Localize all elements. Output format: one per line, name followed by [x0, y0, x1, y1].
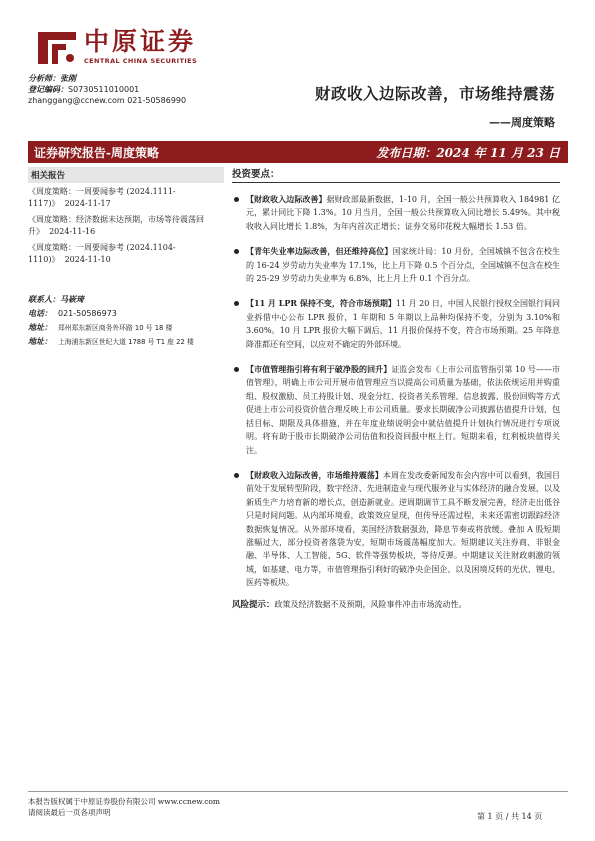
brand-name-en: CENTRAL CHINA SECURITIES: [84, 57, 198, 65]
publish-date: 发布日期：2024 年 11 月 23 日: [376, 146, 560, 160]
bullet-icon: [234, 473, 239, 478]
brand-name: 中原证券: [84, 27, 197, 56]
cert-label: 登记编码：: [28, 85, 68, 94]
related-report-item[interactable]: [28, 186, 224, 210]
address-label: 地址：: [28, 323, 52, 332]
footer-disclaimer: [28, 796, 220, 818]
cert-number: S0730511010001: [68, 85, 140, 94]
report-title: 财政收入边际改善，市场维持震荡: [314, 84, 555, 103]
related-reports-title: 相关报告: [28, 167, 224, 183]
related-report-item[interactable]: [28, 242, 224, 266]
report-subtitle: ——周度策略: [489, 116, 555, 129]
point-highlight: 【11 月 LPR 保持不变，符合市场预期】: [246, 298, 396, 309]
contact-info: [28, 293, 228, 349]
point-text: 据财政部最新数据，1-10 月，全国一般公共预算收入 184981 亿元，累计同比下降 1.3%。10 月当月，全国一般公共预算收入同比增长 5.49%。其中税收收入同比增长 1.8%，为年内首次正增长；证券交易印花税大幅增长 1.53 倍。: [246, 195, 560, 231]
related-report-date: 2024-11-17: [64, 199, 111, 208]
investment-point: [232, 297, 560, 351]
point-text: 本周在发改委新闻发布会内容中可以看到，我国目前处于发展转型阶段，数字经济、先进制造业与现代服务业与实体经济的融合发展，以及新质生产力培育新的增长点，创造新就业。逆周期调节工具不断发展完善，经济走出低谷只是时间问题。从内部环境看，政策效应显现，但传导还需过程，未来还需密切跟踪经济数据恢复情况。从外部环境看，美国经济数据强劲，降息节奏或将放缓。叠加 A 股短期涨幅过大，部分投资者落袋为安，短期市场震荡幅度加大。短期建议关注券商、非银金融、半导体、人工智能、5G、软件等强势板块，等待反弹。中期建议关注财政刺激的领域，如基建、电力等，市值管理指引利好的破净央企国企、以及困境反转的光伏、锂电、医药等板块。: [246, 470, 561, 588]
risk-label: 风险提示：: [232, 599, 275, 610]
footer-divider: [28, 791, 568, 792]
address-shanghai: 上海浦东新区世纪大道 1788 号 T1 座 22 楼: [58, 338, 194, 346]
analyst-name: 张刚: [60, 74, 76, 83]
investment-point: [232, 193, 560, 233]
point-text: 证监会发布《上市公司监管指引第 10 号——市值管理》，明确上市公司开展市值管理应当以提高公司质量为基础，依法依规运用并购重组、股权激励、员工持股计划、现金分红、投资者关系管理、信息披露、股份回购等方式促进上市公司投资价值合理反映上市公司质量。要求长期破净公司披露估值提升计划，包括目标、期限及具体措施，并在年度业绩说明会中就估值提升计划执行情况进行专项说明。将有助于股市长期破净公司估值和投资回报中枢上行。短期来看，红利板块值得关注。: [246, 365, 561, 455]
related-reports: [28, 167, 224, 270]
point-highlight: 【财政收入边际改善】: [246, 194, 327, 204]
phone-label: 电话：: [28, 309, 52, 318]
point-highlight: 【市值管理指引将有利于破净股的回升】: [246, 364, 392, 375]
point-text: 国家统计局：10 月份，全国城镇不包含在校生的 16-24 岁劳动力失业率为 17.1%，比上月下降 0.5 个百分点，全国城镇不包含在校生的 25-29 岁劳动力失业率为 6.8%，比上月上升 0.1 个百分点。: [246, 247, 560, 284]
risk-warning: [232, 598, 560, 612]
analyst-label: 分析师：: [28, 74, 60, 83]
contact-person-label: 联系人：: [28, 295, 60, 304]
page-number: 第 1 页 / 共 14 页: [477, 812, 543, 821]
bullet-icon: [234, 249, 239, 254]
investment-points: [232, 166, 560, 612]
risk-text: 政策及经济数据不及预期，风险事件冲击市场流动性。: [274, 599, 467, 609]
analyst-info: [28, 73, 186, 106]
phone-number: 021-50586973: [58, 309, 117, 318]
address-label: 地址：: [28, 337, 52, 346]
footer-notice: 请阅读最后一页各项声明: [28, 808, 111, 817]
contact-person-name: 马嵚琦: [60, 295, 84, 304]
report-type-bar: [28, 141, 568, 163]
related-report-date: 2024-11-16: [49, 227, 96, 236]
point-highlight: 【财政收入边际改善，市场维持震荡】: [246, 469, 383, 480]
investment-point: [232, 245, 560, 285]
address-zhengzhou: 郑州郑东新区商务外环路 10 号 18 楼: [58, 324, 173, 332]
related-report-item[interactable]: [28, 214, 224, 238]
related-report-title: 《周度策略：经济数据未达预期，市场等待震荡回升》: [28, 215, 204, 236]
related-report-date: 2024-11-10: [64, 255, 111, 264]
point-highlight: 【青年失业率边际改善，但还维持高位】: [246, 246, 393, 257]
related-report-title: 《周度策略：一周要闻参考 (2024.1104-1110)》: [28, 243, 176, 264]
bullet-icon: [234, 301, 239, 306]
bullet-icon: [234, 367, 239, 372]
investment-point: [232, 363, 560, 457]
investment-points-title: 投资要点：: [232, 166, 560, 183]
point-text: 11 月 20 日，中国人民银行授权全国银行间同业拆借中心公布 LPR 报价，1 年期和 5 年期以上品种均保持不变，分别为 3.10%和 3.60%。10 月 LPR 报价大幅下调后，11 月报价保持不变，符合市场预期。25 年降息降准都还有空间，以应对不确定的外部环境。: [246, 299, 560, 349]
bullet-icon: [234, 197, 239, 202]
brand-logo-icon: [36, 30, 78, 66]
related-report-title: 《周度策略：一周要闻参考 (2024.1111-1117)》: [28, 187, 176, 208]
analyst-contact: zhanggang@ccnew.com 021-50586990: [28, 96, 187, 105]
footer-copyright: 本报告版权属于中原证券股份有限公司 www.ccnew.com: [28, 797, 221, 806]
report-type: 证券研究报告-周度策略: [34, 146, 159, 160]
investment-point: [232, 469, 560, 590]
